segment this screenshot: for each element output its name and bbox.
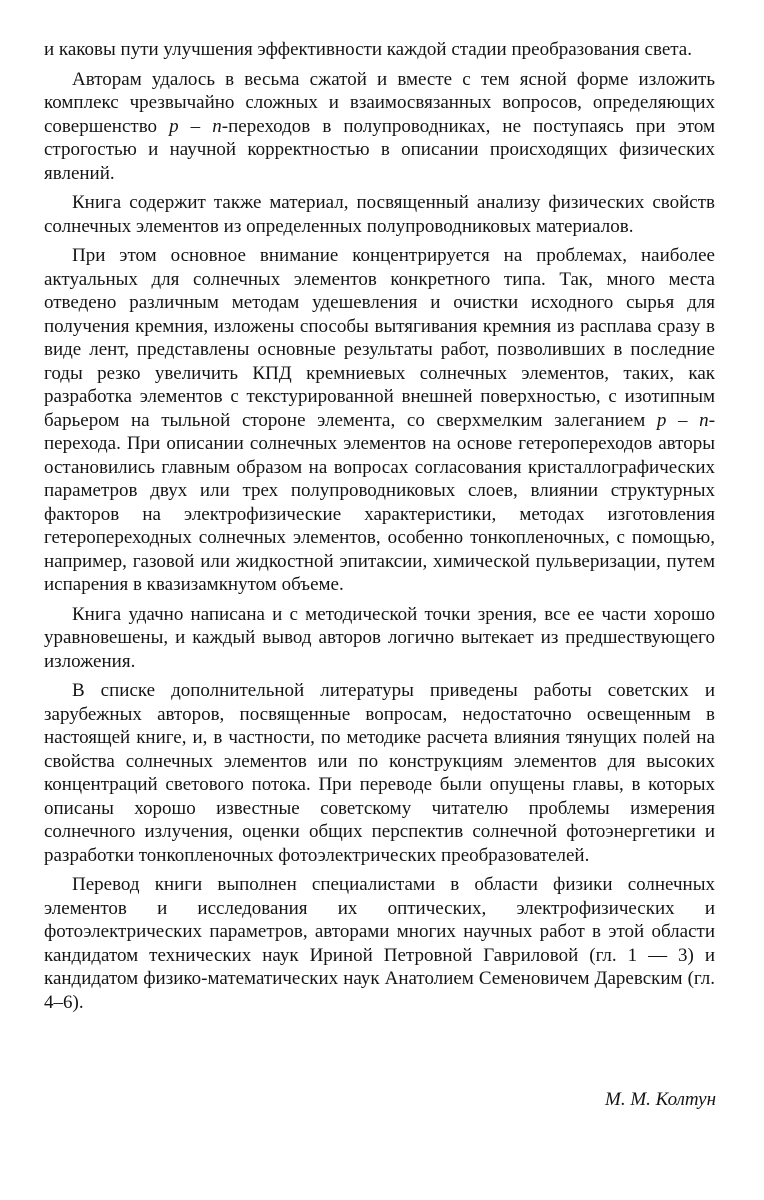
paragraph-continuation: и каковы пути улучшения эффективности каждой стадии преобразования света.: [44, 39, 692, 60]
paragraph-authors: Авторам удалось в весьма сжатой и вместе с тем ясной форме изложить комплекс чрезвычайно сложных и взаимосвязанных вопросов, определяющих совершенство p – n-переходов в полупроводниках, не поступаясь при этом строгостью и научной корректностью в описании происходящих физических явлений.: [44, 68, 716, 184]
paragraph-materials: Книга содержит также материал, посвященный анализу физических свойств солнечных элементов из определенных полупроводниковых материалов.: [44, 192, 715, 237]
pn-formula: p – n: [169, 115, 222, 137]
body-text: [44, 38, 715, 1014]
signature: М. М. Колтун: [605, 1089, 716, 1110]
paragraph-focus: При этом основное внимание концентрируется на проблемах, наиболее актуальных для солнечных элементов конкретного типа. Так, много места отведено различным методам удешевления и очистки исходного сырья для получения кремния, изложены способы вытягивания кремния из расплава сразу в виде лент, представлены основные результаты работ, позволивших в последние годы резко увеличить КПД кремниевых солнечных элементов, таких, как разработка элементов с текстурированной внешней поверхностью, с изотипным барьером на тыльной стороне элемента, со сверхмелким залеганием p – n-перехода. При описании солнечных элементов на основе гетеропереходов авторы остановились главным образом на вопросах согласования кристаллографических параметров двух или трех полупроводниковых слоев, влиянии структурных факторов на электрофизические характеристики, методах изготовления гетеропереходных солнечных элементов, особенно тонкопленочных, с помощью, например, газовой или жидкостной эпитаксии, химической пульверизации, путем испарения в квазизамкнутом объеме.: [44, 245, 716, 595]
paragraph-method: Книга удачно написана и с методической точки зрения, все ее части хорошо уравновешены, и каждый вывод авторов логично вытекает из предшествующего изложения.: [44, 603, 715, 672]
paragraph-literature: В списке дополнительной литературы приведены работы советских и зарубежных авторов, посвященные вопросам, недостаточно освещенным в настоящей книге, и, в частности, по методике расчета влияния тянущих полей на свойства солнечных элементов или по конструкциям элементов для высоких концентраций светового потока. При переводе были опущены главы, в которых описаны хорошо известные советскому читателю проблемы измерения солнечного излучения, оценки общих перспектив солнечной фотоэнергетики и разработки тонкопленочных фотоэлектрических преобразователей.: [44, 680, 715, 866]
pn-formula: p – n: [656, 409, 709, 431]
paragraph-translation: Перевод книги выполнен специалистами в области физики солнечных элементов и исследования их оптических, электрофизических и фотоэлектрических параметров, авторами многих научных работ в этой области кандидатом технических наук Ириной Петровной Гавриловой (гл. 1 — 3) и кандидатом физико-математических наук Анатолием Семеновичем Даревским (гл. 4–6).: [44, 874, 715, 1013]
